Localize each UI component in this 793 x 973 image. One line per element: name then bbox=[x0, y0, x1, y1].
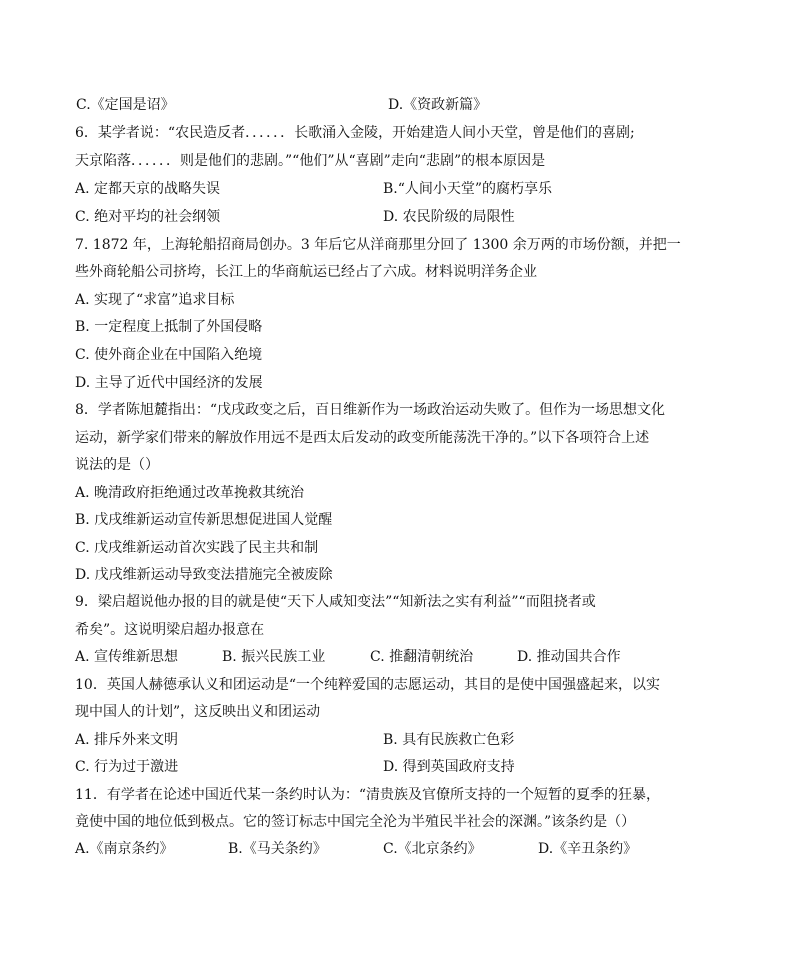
q9-option-b: B. 振兴民族工业 bbox=[222, 649, 326, 665]
q8-stem-line-1: 8．学者陈旭麓指出：“戊戌政变之后，百日维新作为一场政治运动失败了。但作为一场思想文化 bbox=[75, 402, 666, 418]
q7-stem-line-2: 些外商轮船公司挤垮，长江上的华商航运已经占了六成。材料说明洋务企业 bbox=[75, 264, 537, 280]
q5-option-d: D.《资政新篇》 bbox=[388, 97, 488, 113]
q9-stem-line-1: 9．梁启超说他办报的目的就是使“天下人咸知变法”“知新法之实有利益”“而阻挠者或 bbox=[75, 594, 596, 610]
q7-option-c: C. 使外商企业在中国陷入绝境 bbox=[75, 347, 263, 363]
q7-option-d: D. 主导了近代中国经济的发展 bbox=[75, 375, 263, 391]
q11-stem-line-2: 竟使中国的地位低到极点。它的签订标志中国完全沦为半殖民半社会的深渊。”该条约是（） bbox=[75, 814, 636, 830]
q8-stem-line-3: 说法的是（） bbox=[75, 457, 159, 473]
q6-option-b: B.“人间小天堂”的腐朽享乐 bbox=[383, 181, 553, 197]
q7-option-b: B. 一定程度上抵制了外国侵略 bbox=[75, 319, 263, 335]
q10-stem-line-1: 10．英国人赫德承认义和团运动是“一个纯粹爱国的志愿运动，其目的是使中国强盛起来，以实 bbox=[75, 677, 660, 693]
q11-option-b: B.《马关条约》 bbox=[228, 841, 327, 857]
q10-option-d: D. 得到英国政府支持 bbox=[383, 759, 515, 775]
q6-option-c: C. 绝对平均的社会纲领 bbox=[75, 209, 221, 225]
q7-stem-line-1: 7. 1872 年，上海轮船招商局创办。3 年后它从洋商那里分回了 1300 余万两的市场份额，并把一 bbox=[75, 237, 681, 253]
q10-option-a: A. 排斥外来文明 bbox=[75, 732, 179, 748]
q6-option-a: A. 定都天京的战略失误 bbox=[75, 181, 221, 197]
q9-option-d: D. 推动国共合作 bbox=[517, 649, 621, 665]
q6-stem-line-2: 天京陷落．．．．．．则是他们的悲剧。”“他们”从“喜剧”走向“悲剧”的根本原因是 bbox=[75, 153, 546, 169]
q8-option-b: B. 戊戌维新运动宣传新思想促进国人觉醒 bbox=[75, 512, 333, 528]
q8-option-c: C. 戊戌维新运动首次实践了民主共和制 bbox=[75, 540, 319, 556]
q11-option-d: D.《辛丑条约》 bbox=[538, 841, 638, 857]
q6-option-d: D. 农民阶级的局限性 bbox=[383, 209, 515, 225]
q10-option-c: C. 行为过于激进 bbox=[75, 759, 179, 775]
q11-stem-line-1: 11．有学者在论述中国近代某一条约时认为：“清贵族及官僚所支持的一个短暂的夏季的狂暴， bbox=[75, 787, 660, 803]
q5-option-c: C.《定国是诏》 bbox=[76, 97, 175, 113]
q8-stem-line-2: 运动，新学家们带来的解放作用远不是西太后发动的政变所能荡洗干净的。”以下各项符合上述 bbox=[75, 430, 650, 446]
q9-option-a: A. 宣传维新思想 bbox=[75, 649, 179, 665]
q9-option-c: C. 推翻清朝统治 bbox=[370, 649, 474, 665]
q10-option-b: B. 具有民族救亡色彩 bbox=[383, 732, 515, 748]
q11-option-a: A.《南京条约》 bbox=[75, 841, 174, 857]
q11-option-c: C.《北京条约》 bbox=[383, 841, 482, 857]
q8-option-d: D. 戊戌维新运动导致变法措施完全被废除 bbox=[75, 567, 333, 583]
q7-option-a: A. 实现了“求富”追求目标 bbox=[75, 292, 235, 308]
q8-option-a: A. 晚清政府拒绝通过改革挽救其统治 bbox=[75, 485, 305, 501]
q6-stem-line-1: 6．某学者说：“农民造反者．．．．．．长歌涌入金陵，开始建造人间小天堂，曾是他们的喜剧; bbox=[75, 125, 635, 141]
q9-stem-line-2: 希矣”。这说明梁启超办报意在 bbox=[75, 622, 265, 638]
q10-stem-line-2: 现中国人的计划”，这反映出义和团运动 bbox=[75, 704, 321, 720]
